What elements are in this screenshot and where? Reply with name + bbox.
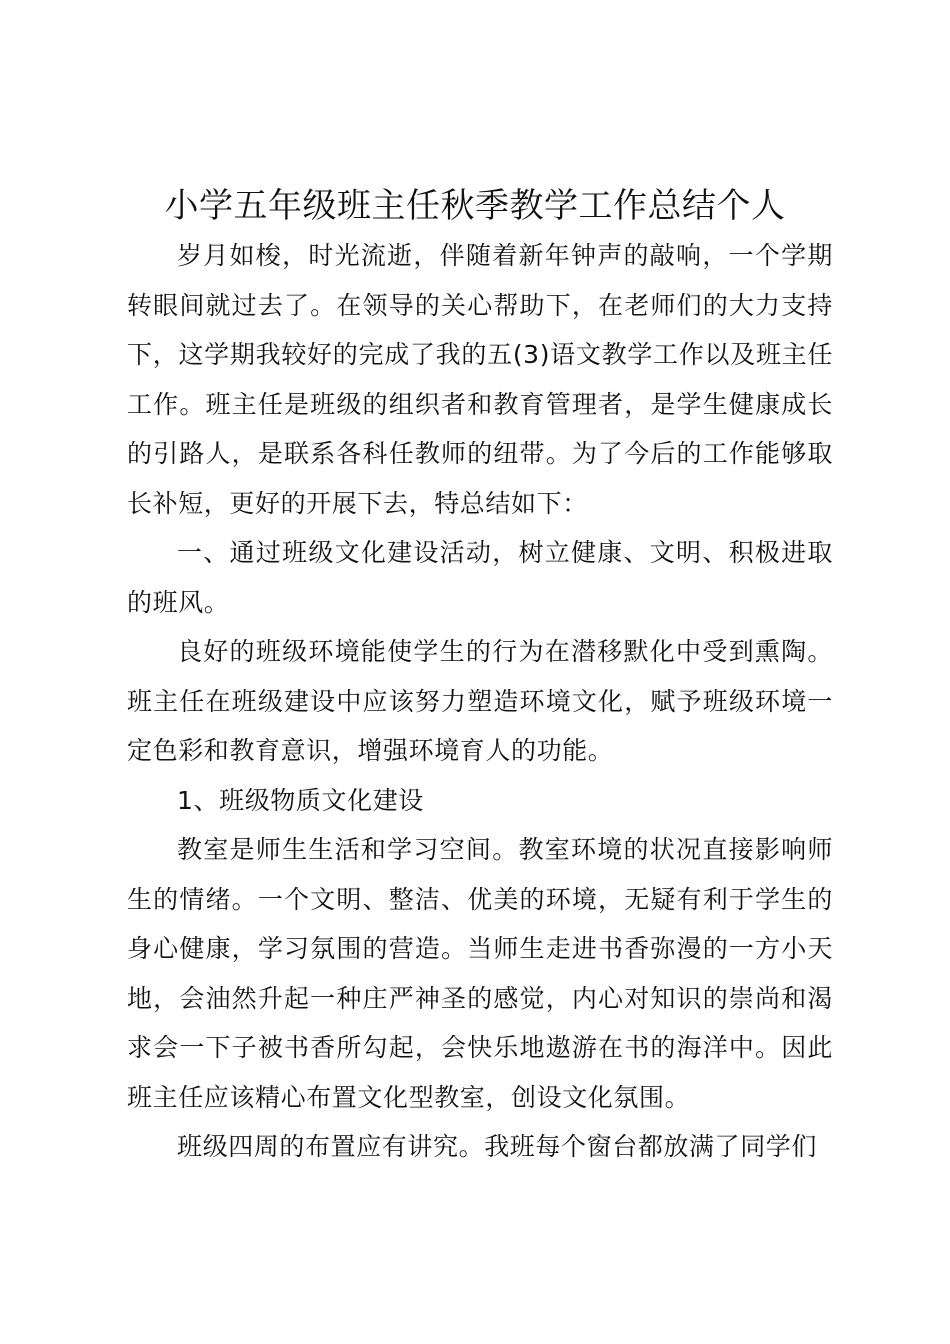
paragraph-intro: 岁月如梭，时光流逝，伴随着新年钟声的敲响，一个学期转眼间就过去了。在领导的关心帮助下，在老师们的大力支持下，这学期我较好的完成了我的五(3)语文教学工作以及班主任工作。班主任是班级的组织者和教育管理者，是学生健康成长的引路人，是联系各科任教师的纽带。为了今后的工作能够取长补短，更好的开展下去，特总结如下：: [127, 241, 833, 518]
paragraph-classroom: 教室是师生生活和学习空间。教室环境的状况直接影响师生的情绪。一个文明、整洁、优美的环境，无疑有利于学生的身心健康，学习氛围的营造。当师生走进书香弥漫的一方小天地，会油然升起一种庄严神圣的感觉，内心对知识的崇尚和渴求会一下子被书香所勾起，会快乐地遨游在书的海洋中。因此班主任应该精心布置文化型教室，创设文化氛围。: [127, 835, 833, 1112]
paragraph-surroundings: 班级四周的布置应有讲究。我班每个窗台都放满了同学们: [177, 1132, 818, 1161]
paragraph-environment: 良好的班级环境能使学生的行为在潜移默化中受到熏陶。班主任在班级建设中应该努力塑造环境文化，赋予班级环境一定色彩和教育意识，增强环境育人的功能。: [127, 637, 833, 765]
section-heading-1: 一、通过班级文化建设活动，树立健康、文明、积极进取的班风。: [127, 538, 833, 617]
subsection-heading-1: 1、班级物质文化建设: [177, 785, 424, 815]
document-body: [127, 231, 833, 1172]
document-title: 小学五年级班主任秋季教学工作总结个人: [164, 186, 786, 226]
